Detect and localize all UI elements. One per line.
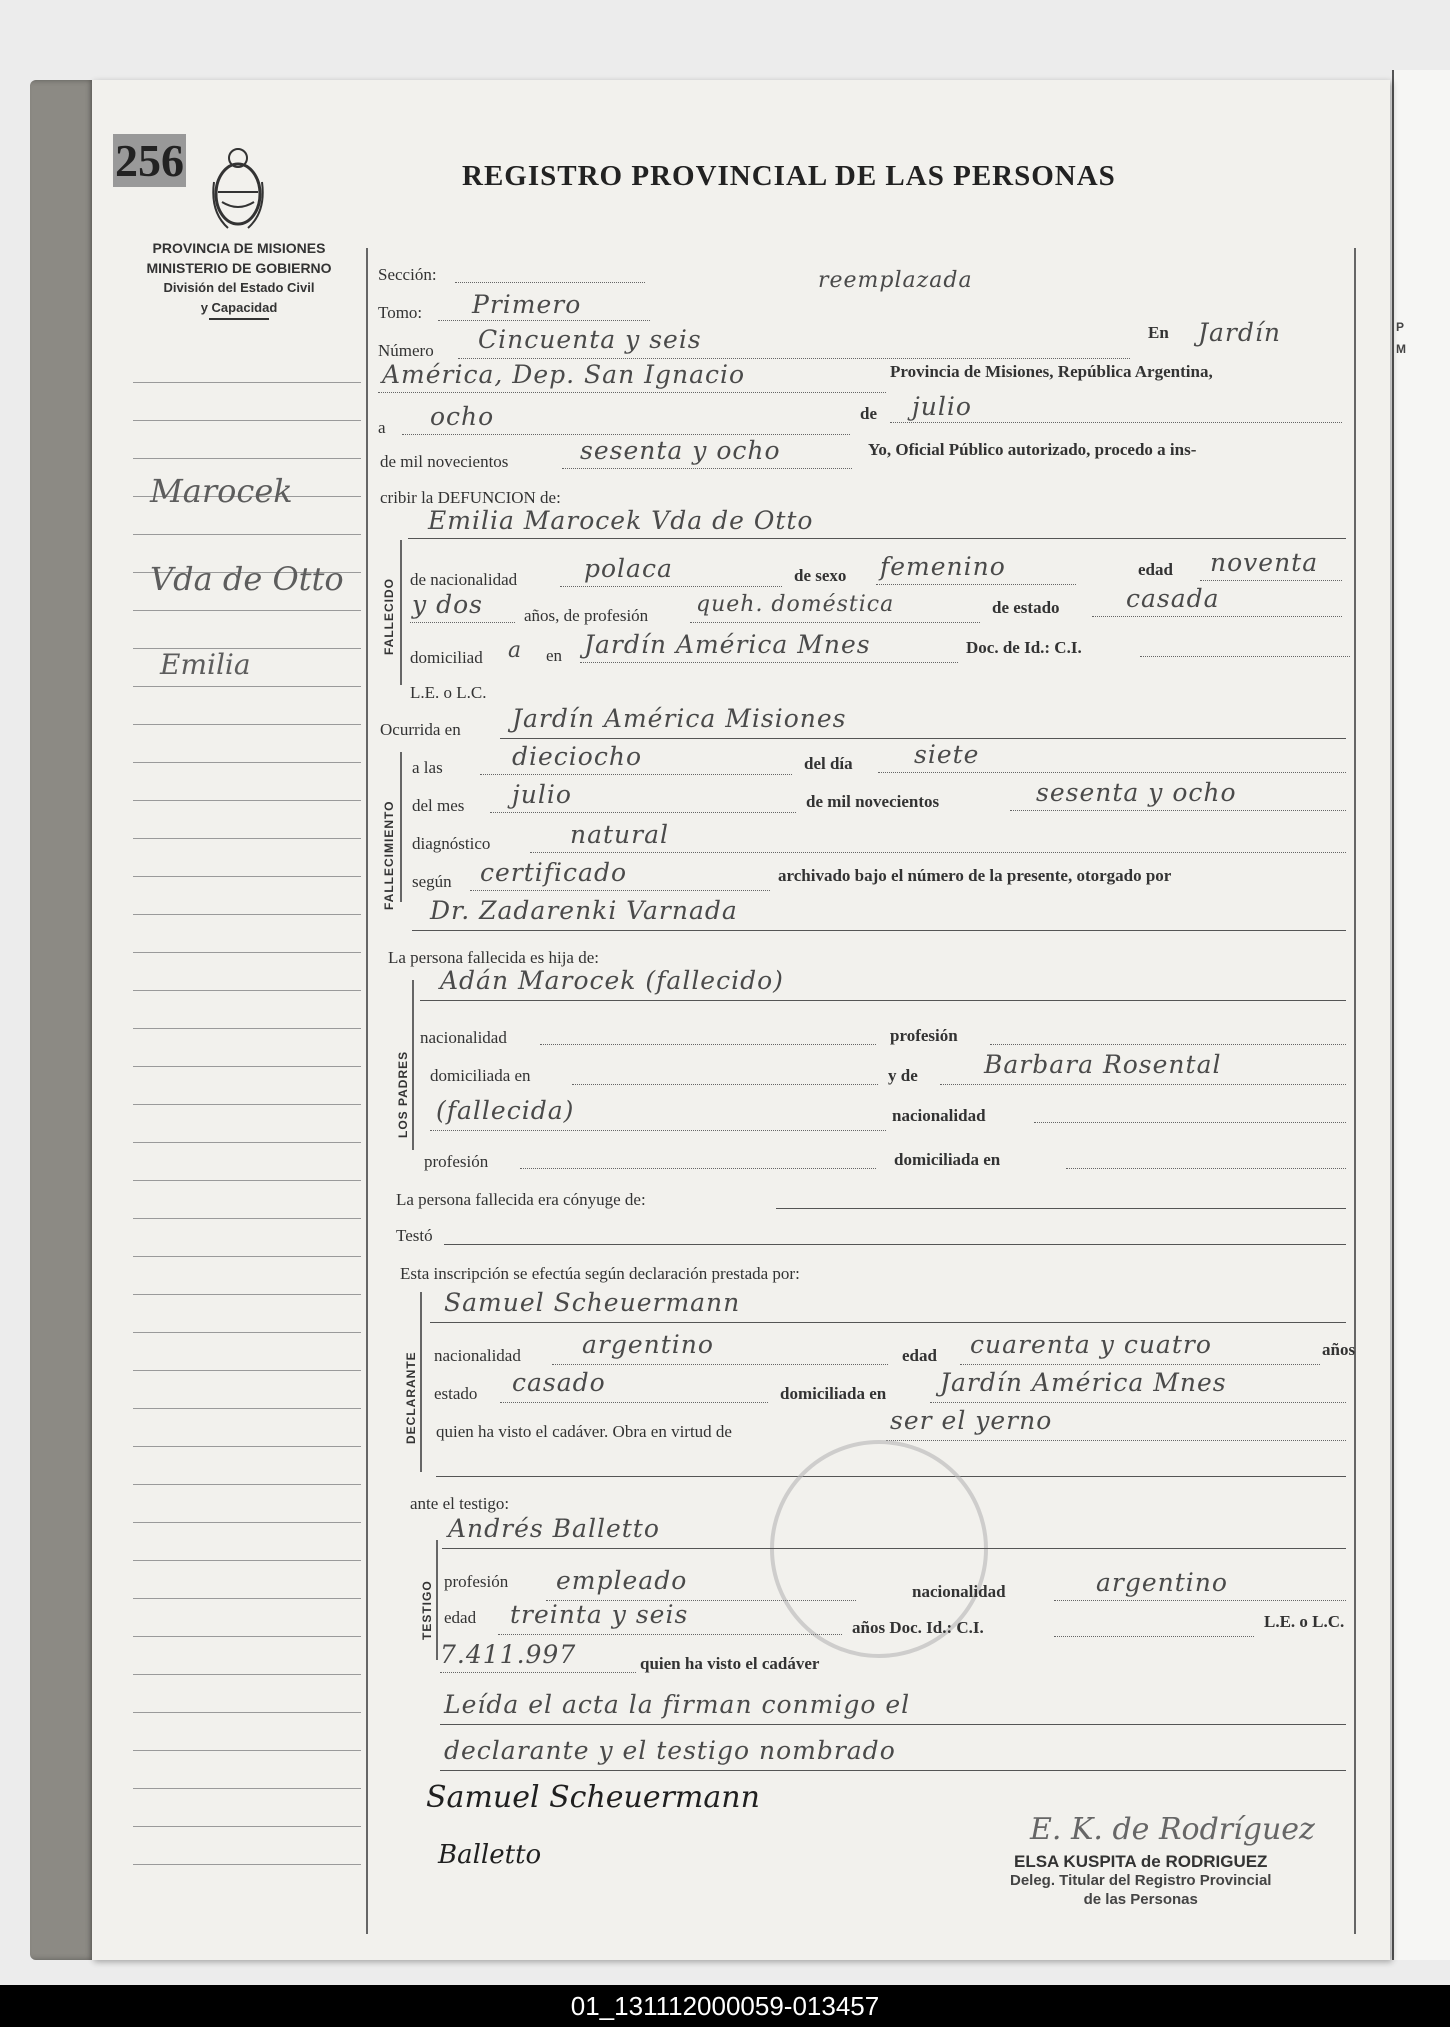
margin-rule (133, 1750, 361, 1751)
division-line-2: y Capacidad (200, 300, 278, 315)
value-domicilio-letra: a (508, 638, 523, 663)
line-numero (458, 358, 1130, 359)
margin-rule (133, 458, 361, 459)
margin-rule (133, 1180, 361, 1181)
official-name: ELSA KUSPITA de RODRIGUEZ (1014, 1852, 1268, 1871)
value-mes: julio (912, 392, 972, 421)
label-madre-profesion: profesión (424, 1152, 489, 1171)
label-del-dia: del día (804, 754, 853, 773)
value-lectura-2: declarante y el testigo nombrado (444, 1736, 896, 1765)
line-declarante-edad (960, 1364, 1320, 1365)
line-hora (480, 774, 792, 775)
margin-rule (133, 914, 361, 915)
margin-rule (133, 686, 361, 687)
label-de-mil-fall: de mil novecientos (806, 792, 940, 811)
value-numero: Cincuenta y seis (478, 325, 702, 354)
label-declarante-domicilio: domiciliada en (780, 1384, 887, 1403)
margin-rule (133, 990, 361, 991)
label-declarante-quien: quien ha visto el cadáver. Obra en virtud de (436, 1422, 732, 1441)
label-archivado: archivado bajo el número de la presente, otorgado por (778, 866, 1172, 885)
label-nacionalidad: de nacionalidad (410, 570, 518, 589)
label-madre-nacionalidad: nacionalidad (892, 1106, 986, 1125)
section-bar (420, 1292, 422, 1472)
image-id-footer: 01_131112000059-013457 (0, 1985, 1450, 2027)
official-name-stamp (1010, 1852, 1271, 1909)
value-sexo: femenino (880, 552, 1006, 581)
label-testigo-profesion: profesión (444, 1572, 509, 1591)
value-declarante: Samuel Scheuermann (444, 1288, 741, 1317)
line-estado (1092, 616, 1342, 617)
coat-of-arms-icon (208, 142, 268, 234)
value-dia: ocho (430, 402, 495, 431)
value-profesion: queh. doméstica (696, 592, 895, 617)
line-padre-profesion (990, 1044, 1346, 1045)
label-declarante-nacionalidad: nacionalidad (434, 1346, 521, 1365)
value-testigo-edad: treinta y seis (510, 1600, 689, 1629)
margin-rule (133, 534, 361, 535)
signature-testigo: Balletto (438, 1840, 542, 1870)
margin-rule (133, 420, 361, 421)
label-doc: Doc. de Id.: C.I. (966, 638, 1082, 657)
margin-rule (133, 1332, 361, 1333)
margin-widow-of: Vda de Otto (150, 560, 344, 598)
section-bar (436, 1540, 438, 1660)
line-nombre (408, 538, 1346, 539)
value-ano-fall: sesenta y ocho (1036, 778, 1237, 807)
province-line: PROVINCIA DE MISIONES (152, 240, 326, 256)
value-declarante-edad: cuarenta y cuatro (970, 1330, 1212, 1359)
line-declarante-domicilio (930, 1402, 1346, 1403)
line-padre-domicilio (572, 1084, 878, 1085)
line-doc (1140, 656, 1350, 657)
line-declarante-obra (886, 1440, 1346, 1441)
section-bar (400, 752, 402, 902)
value-madre-estado: (fallecida) (436, 1096, 575, 1125)
value-edad2: y dos (412, 590, 483, 619)
label-en-domicilio: en (546, 646, 563, 665)
line-diagnostico (530, 852, 1346, 853)
label-testigo-le-lc: L.E. o L.C. (1264, 1612, 1345, 1631)
line-tomo (438, 320, 650, 321)
official-role-2: de las Personas (1083, 1891, 1198, 1908)
value-testigo: Andrés Balletto (448, 1514, 660, 1543)
margin-rule (133, 1370, 361, 1371)
value-lugar: América, Dep. San Ignacio (382, 360, 746, 389)
line-edad (1200, 580, 1342, 581)
label-testigo-nacionalidad: nacionalidad (912, 1582, 1006, 1601)
label-tomo: Tomo: (378, 303, 423, 322)
value-madre: Barbara Rosental (984, 1050, 1222, 1079)
margin-rule (133, 1788, 361, 1789)
value-declarante-domicilio: Jardín América Mnes (940, 1368, 1227, 1397)
margin-rule (133, 1864, 361, 1865)
margin-rule (133, 1522, 361, 1523)
value-nacionalidad: polaca (584, 554, 673, 583)
line-testigo-doc (1054, 1636, 1254, 1637)
margin-rule (133, 762, 361, 763)
label-anos-profesion: años, de profesión (524, 606, 649, 625)
ministry-header (120, 238, 358, 320)
label-declarante-edad: edad (902, 1346, 937, 1365)
value-declarante-obra: ser el yerno (890, 1406, 1053, 1435)
margin-rule (133, 800, 361, 801)
margin-rule (133, 838, 361, 839)
section-fallecimiento: FALLECIMIENTO (382, 800, 396, 910)
label-hija-de: La persona fallecida es hija de: (388, 948, 599, 967)
margin-rule (133, 1484, 361, 1485)
label-conyuge: La persona fallecida era cónyuge de: (396, 1190, 646, 1209)
line-lugar (378, 392, 886, 393)
line-declarante-nacionalidad (552, 1364, 888, 1365)
label-seccion: Sección: (378, 265, 437, 284)
section-declarante: DECLARANTE (404, 1351, 418, 1444)
line-madre-domicilio (1066, 1168, 1346, 1169)
signature-declarante: Samuel Scheuermann (426, 1780, 760, 1815)
value-tomo: Primero (472, 290, 582, 319)
label-ante-testigo: ante el testigo: (410, 1494, 510, 1513)
line-lectura-2 (440, 1770, 1346, 1771)
value-hora: dieciocho (512, 742, 642, 771)
line-testigo-nacionalidad (1054, 1600, 1346, 1601)
margin-rule (133, 1028, 361, 1029)
line-medico (412, 930, 1346, 931)
line-testigo-edad (498, 1634, 842, 1635)
margin-rule (133, 1256, 361, 1257)
margin-rule (133, 1712, 361, 1713)
value-ocurrida: Jardín América Misiones (512, 704, 847, 733)
margin-rule (133, 724, 361, 725)
value-ano: sesenta y ocho (580, 436, 781, 465)
value-en: Jardín (1198, 318, 1281, 347)
label-inscripcion: Esta inscripción se efectúa según declaración prestada por: (400, 1264, 800, 1283)
value-dia-fall: siete (914, 740, 980, 769)
margin-rule (133, 1674, 361, 1675)
label-diagnostico: diagnóstico (412, 834, 491, 853)
line-madre-profesion (520, 1168, 876, 1169)
value-domicilio: Jardín América Mnes (584, 630, 871, 659)
line-mes (890, 422, 1342, 423)
label-a: a (378, 418, 386, 437)
margin-rule (133, 876, 361, 877)
line-declarante (430, 1322, 1346, 1323)
label-testo: Testó (396, 1226, 433, 1245)
label-numero: Número (378, 341, 434, 360)
header-rule (209, 318, 269, 320)
margin-rule (133, 610, 361, 611)
label-del-mes: del mes (412, 796, 465, 815)
line-ano (562, 468, 852, 469)
label-segun: según (412, 872, 452, 891)
value-correction: reemplazada (818, 268, 973, 293)
line-padre (420, 1000, 1346, 1001)
label-inscribir: cribir la DEFUNCION de: (380, 488, 561, 507)
label-sexo: de sexo (794, 566, 847, 585)
margin-rule (133, 1446, 361, 1447)
margin-rule (133, 382, 361, 383)
next-page-letter: M (1396, 342, 1406, 356)
margin-rule (133, 1294, 361, 1295)
line-madre (940, 1084, 1346, 1085)
line-conyuge (776, 1208, 1346, 1209)
section-padres: LOS PADRES (396, 1050, 410, 1138)
line-dia-fall (878, 772, 1346, 773)
section-testigo: TESTIGO (420, 1580, 434, 1640)
value-edad: noventa (1210, 548, 1319, 577)
label-padre-nacionalidad: nacionalidad (420, 1028, 507, 1047)
label-de: de (860, 404, 877, 423)
label-testigo-edad: edad (444, 1608, 477, 1627)
line-mes-fall (490, 812, 796, 813)
line-testo (444, 1244, 1346, 1245)
section-bar (400, 540, 402, 685)
label-oficial: Yo, Oficial Público autorizado, procedo a ins- (868, 440, 1197, 459)
line-sexo (876, 584, 1076, 585)
label-testigo-quien: quien ha visto el cadáver (640, 1654, 820, 1673)
label-edad: edad (1138, 560, 1173, 579)
margin-rule (133, 952, 361, 953)
line-testigo-numero (440, 1672, 636, 1673)
margin-rule (133, 1218, 361, 1219)
value-medico: Dr. Zadarenki Varnada (430, 896, 738, 925)
line-dia (402, 434, 850, 435)
division-line: División del Estado Civil (163, 280, 315, 295)
margin-given-name: Emilia (160, 648, 251, 681)
value-declarante-estado: casado (512, 1368, 606, 1397)
line-segun (470, 890, 770, 891)
margin-rule (133, 1598, 361, 1599)
section-bar (412, 980, 414, 1150)
line-profesion (690, 622, 980, 623)
label-le-lc: L.E. o L.C. (410, 683, 487, 702)
label-y-de: y de (888, 1066, 918, 1085)
signature-oficial: E. K. de Rodríguez (1030, 1812, 1315, 1847)
value-testigo-nacionalidad: argentino (1096, 1568, 1228, 1597)
label-madre-domicilio: domiciliada en (894, 1150, 1001, 1169)
label-declarante-estado: estado (434, 1384, 478, 1403)
margin-rule (133, 1142, 361, 1143)
margin-rule (133, 1560, 361, 1561)
line-edad2 (410, 622, 515, 623)
margin-surname: Marocek (150, 472, 293, 510)
line-domicilio (580, 662, 958, 663)
margin-rule (133, 1104, 361, 1105)
label-ocurrida: Ocurrida en (380, 720, 461, 739)
value-nombre: Emilia Marocek Vda de Otto (428, 506, 814, 535)
label-declarante-anos: años (1322, 1340, 1356, 1359)
line-padre-nacionalidad (540, 1044, 876, 1045)
page-title: REGISTRO PROVINCIAL DE LAS PERSONAS (462, 160, 1116, 192)
line-declarante-estado (500, 1402, 768, 1403)
line-ocurrida (500, 738, 1346, 739)
value-declarante-nacionalidad: argentino (582, 1330, 714, 1359)
line-nacionalidad (560, 586, 782, 587)
margin-rule (133, 1408, 361, 1409)
margin-rule (133, 1636, 361, 1637)
book-binding (30, 80, 95, 1960)
label-estado: de estado (992, 598, 1060, 617)
ministry-line: MINISTERIO DE GOBIERNO (146, 260, 332, 276)
label-domiciliado: domiciliad (410, 648, 483, 667)
label-padre-domicilio: domiciliada en (430, 1066, 531, 1085)
line-seccion (455, 282, 645, 283)
next-page-letter: P (1396, 320, 1405, 334)
line-testigo (442, 1548, 1346, 1549)
page-number: 256 (115, 135, 184, 186)
official-role: Deleg. Titular del Registro Provincial (1010, 1872, 1272, 1889)
margin-rule (133, 1066, 361, 1067)
margin-rule (133, 1826, 361, 1827)
label-provincia: Provincia de Misiones, República Argentina, (890, 362, 1213, 381)
value-segun: certificado (480, 858, 627, 887)
value-diagnostico: natural (570, 820, 670, 849)
label-de-mil: de mil novecientos (380, 452, 509, 471)
section-fallecido: FALLECIDO (382, 578, 396, 655)
value-testigo-profesion: empleado (556, 1566, 688, 1595)
label-a-las: a las (412, 758, 443, 777)
label-padre-profesion: profesión (890, 1026, 958, 1045)
value-padre: Adán Marocek (fallecido) (440, 966, 784, 995)
value-estado: casada (1126, 584, 1220, 613)
value-lectura-1: Leída el acta la firman conmigo el (444, 1690, 911, 1719)
line-lectura-1 (440, 1724, 1346, 1725)
line-ano-fall (1010, 810, 1346, 811)
line-madre-nacionalidad (1034, 1122, 1346, 1123)
line-madre-estado (430, 1130, 886, 1131)
label-en: En (1148, 323, 1169, 342)
next-page-edge (1392, 70, 1450, 1960)
value-testigo-numero: 7.411.997 (440, 1640, 577, 1669)
value-mes-fall: julio (512, 780, 572, 809)
label-testigo-doc: años Doc. Id.: C.I. (852, 1618, 984, 1637)
